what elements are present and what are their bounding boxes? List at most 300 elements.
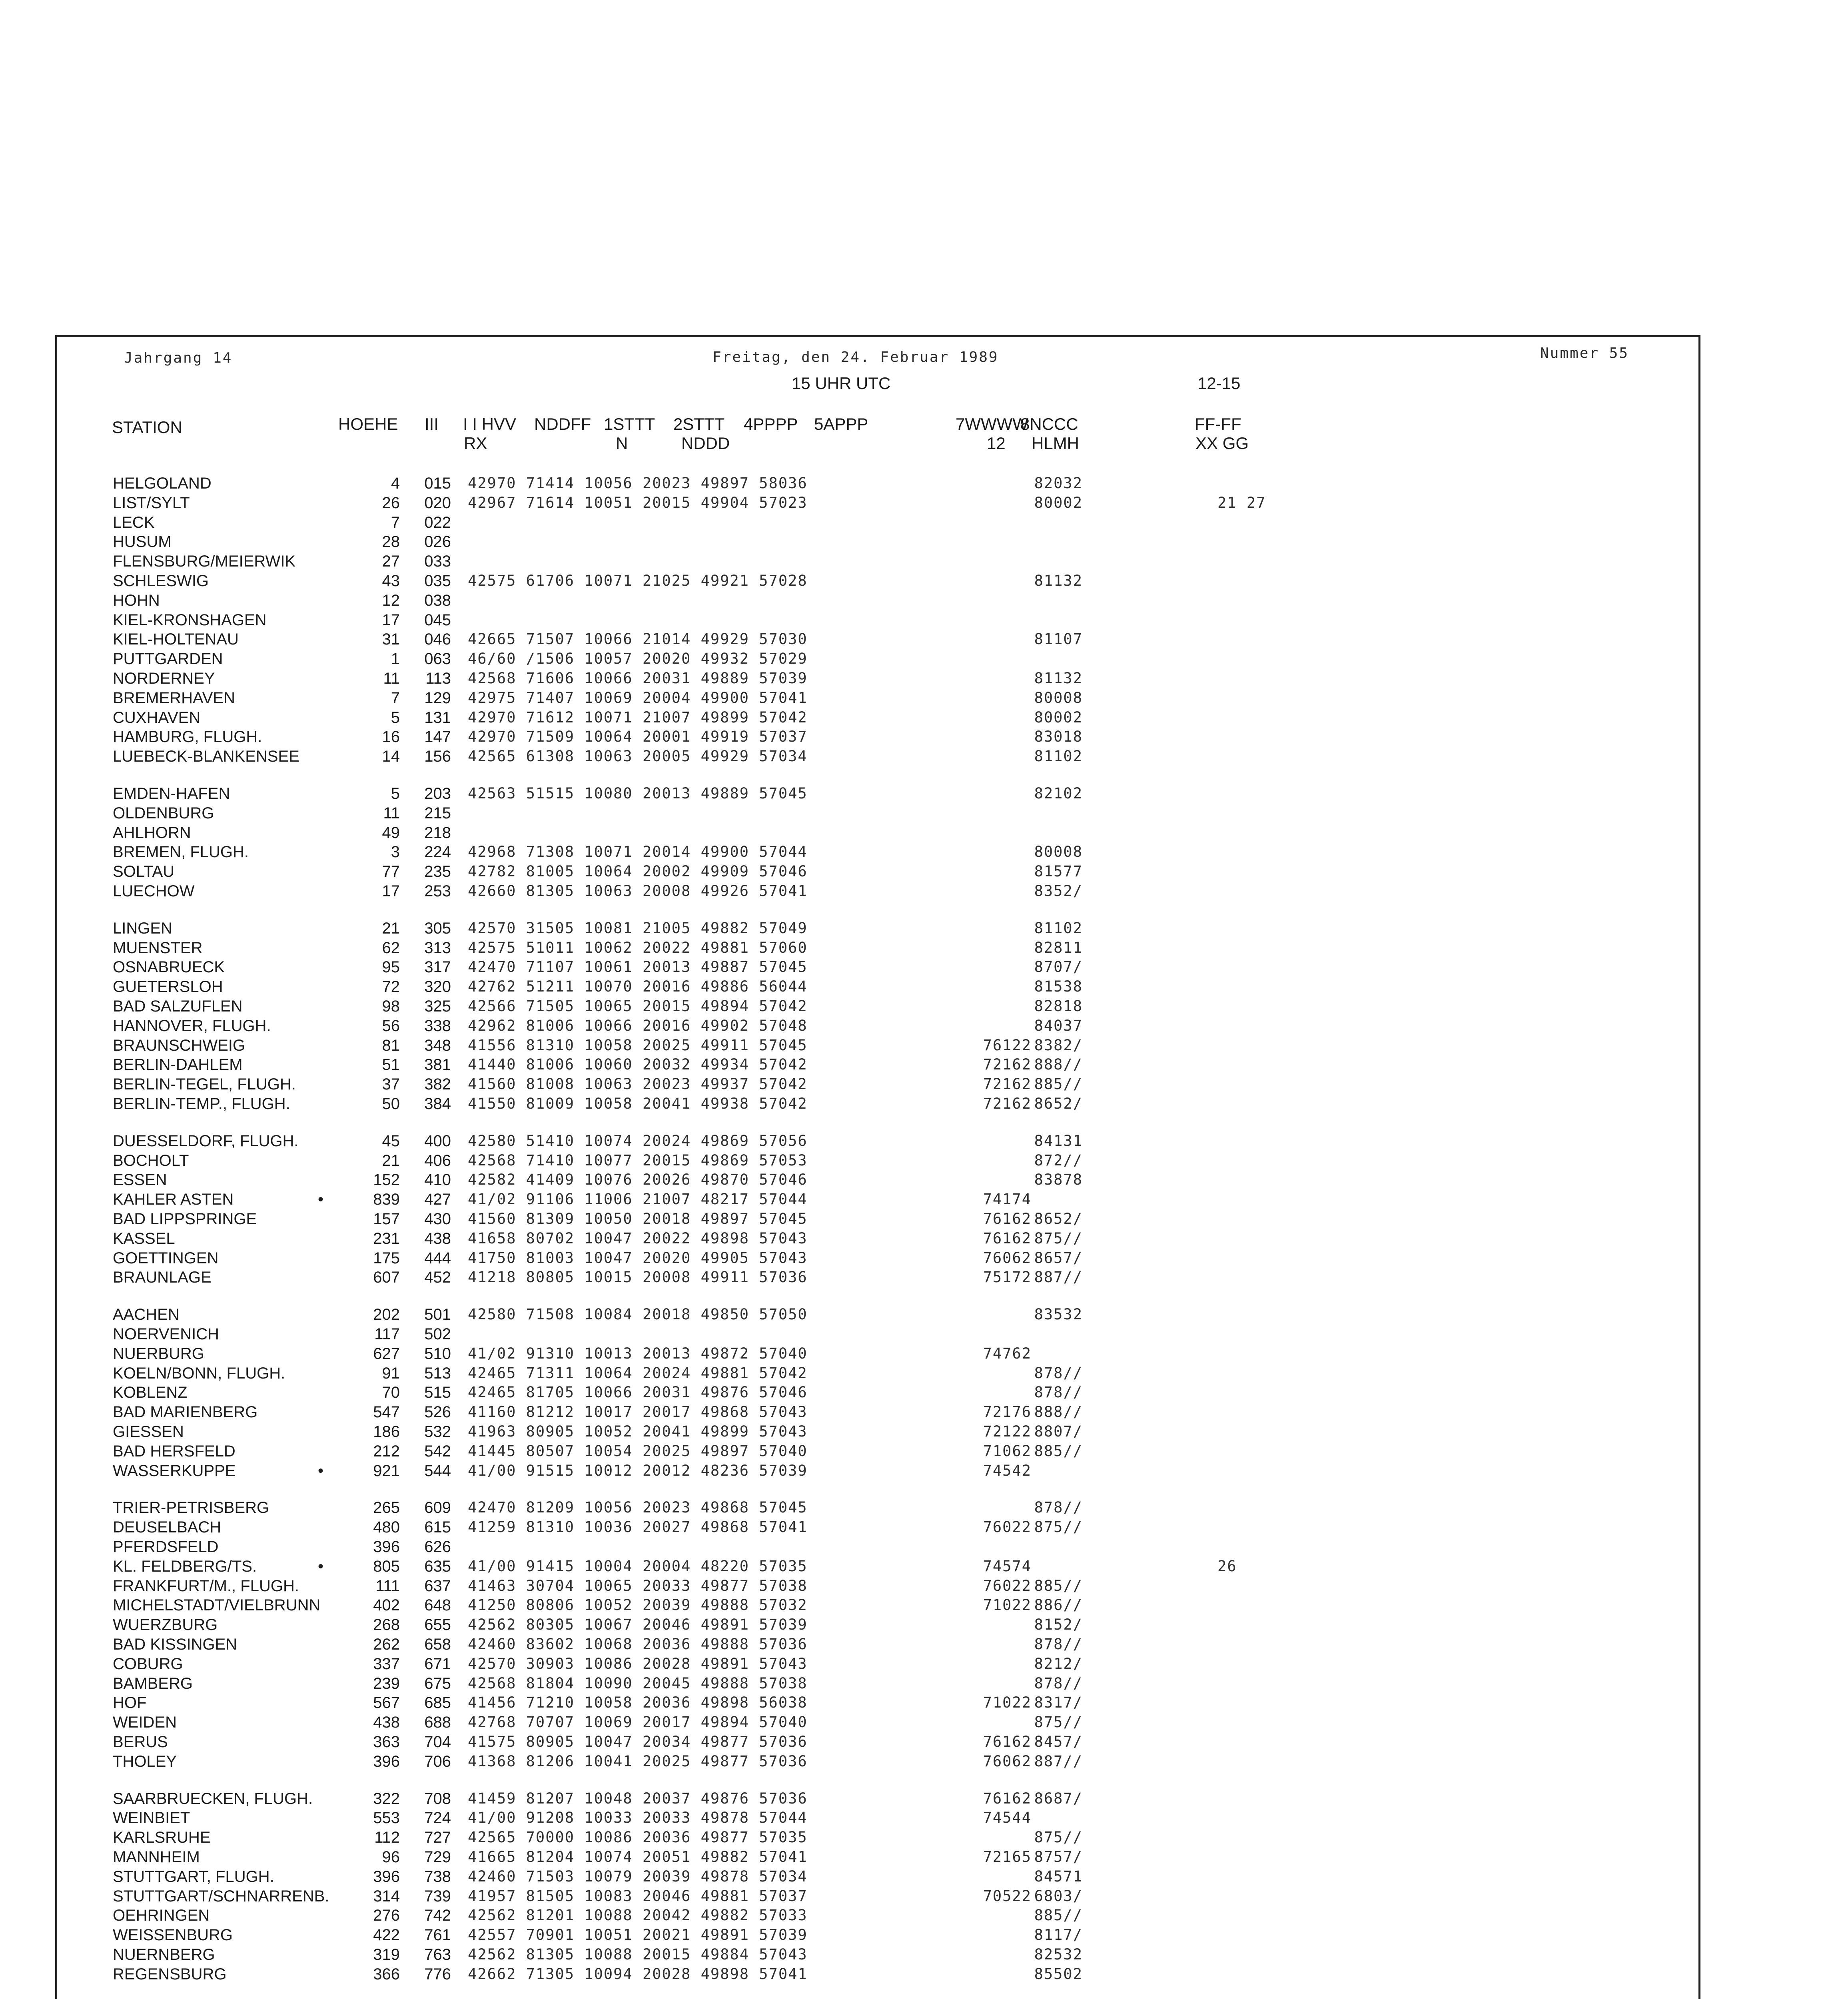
cloud-group: 80002: [1034, 494, 1083, 511]
cloud-group: 888//: [1034, 1403, 1083, 1420]
station-elevation: 14: [382, 748, 400, 765]
station-id: 675: [424, 1675, 451, 1692]
col-xx-gg: XX GG: [1195, 434, 1249, 453]
cloud-group: 81577: [1034, 863, 1083, 880]
station-id: 763: [424, 1946, 451, 1963]
station-name: PFERDSFELD: [113, 1538, 219, 1556]
weather-group: 71062: [983, 1442, 1032, 1460]
station-id: 384: [424, 1095, 451, 1113]
table-row: [0, 977, 1848, 996]
cloud-group: 8317/: [1034, 1694, 1083, 1711]
table-row: [0, 1075, 1848, 1094]
cloud-group: 888//: [1034, 1056, 1083, 1073]
table-row: [0, 1693, 1848, 1712]
station-elevation: 21: [382, 920, 400, 937]
table-row: [0, 997, 1848, 1016]
table-row: [0, 1596, 1848, 1615]
station-elevation: 45: [382, 1132, 400, 1150]
station-elevation: 202: [373, 1306, 400, 1323]
cloud-group: 8807/: [1034, 1423, 1083, 1440]
station-elevation: 314: [373, 1887, 400, 1905]
station-elevation: 51: [382, 1056, 400, 1073]
station-id: 113: [425, 670, 451, 687]
station-id: 648: [424, 1596, 451, 1614]
cloud-group: 8652/: [1034, 1210, 1083, 1227]
cloud-group: 885//: [1034, 1577, 1083, 1594]
station-name: BREMEN, FLUGH.: [113, 843, 249, 861]
station-elevation: 11: [383, 670, 400, 687]
table-row: [0, 1229, 1848, 1248]
station-name: REGENSBURG: [113, 1965, 227, 1983]
table-row: [0, 1364, 1848, 1383]
station-id: 609: [424, 1499, 451, 1516]
station-name: BAD LIPPSPRINGE: [113, 1210, 257, 1228]
station-elevation: 37: [382, 1075, 400, 1093]
observation-groups: 41963 80905 10052 20041 49899 57043: [468, 1423, 808, 1440]
table-row: [0, 1151, 1848, 1170]
observation-groups: 42565 61308 10063 20005 49929 57034: [468, 748, 808, 765]
table-row: [0, 1887, 1848, 1906]
station-id: 129: [424, 689, 451, 707]
observation-groups: 42557 70901 10051 20021 49891 57039: [468, 1926, 808, 1943]
station-elevation: 43: [382, 572, 400, 590]
table-row: [0, 474, 1848, 493]
weather-group: 74762: [983, 1345, 1032, 1362]
station-id: 045: [424, 611, 451, 629]
col-12: 12: [987, 434, 1006, 453]
col-4pppp: 4PPPP: [744, 415, 798, 433]
table-row: [0, 1557, 1848, 1576]
col-nddff: NDDFF: [534, 415, 591, 433]
observation-groups: 42580 51410 10074 20024 49869 57056: [468, 1132, 808, 1149]
observation-groups: 42460 83602 10068 20036 49888 57036: [468, 1636, 808, 1653]
station-id: 727: [424, 1829, 451, 1846]
station-name: DUESSELDORF, FLUGH.: [113, 1132, 299, 1150]
station-elevation: 56: [382, 1017, 400, 1035]
weather-group: 75172: [983, 1269, 1032, 1286]
table-row: [0, 1789, 1848, 1808]
table-row: [0, 1170, 1848, 1189]
station-name: KIEL-HOLTENAU: [113, 630, 239, 648]
observation-groups: 42975 71407 10069 20004 49900 57041: [468, 689, 808, 706]
observation-groups: 42665 71507 10066 21014 49929 57030: [468, 630, 808, 648]
observation-groups: 42568 71606 10066 20031 49889 57039: [468, 670, 808, 687]
station-elevation: 627: [373, 1345, 400, 1363]
station-id: 224: [424, 843, 451, 861]
station-elevation: 337: [373, 1655, 400, 1673]
station-id: 381: [424, 1056, 451, 1073]
station-elevation: 7: [391, 689, 400, 707]
station-elevation: 11: [383, 804, 400, 822]
station-id: 637: [424, 1577, 451, 1595]
station-elevation: 21: [382, 1152, 400, 1169]
station-id: 688: [424, 1714, 451, 1731]
station-id: 406: [424, 1152, 451, 1169]
table-row: [0, 1867, 1848, 1886]
station-name: GUETERSLOH: [113, 978, 223, 996]
station-name: COBURG: [113, 1655, 183, 1673]
station-id: 203: [424, 785, 451, 802]
station-name: OEHRINGEN: [113, 1907, 210, 1924]
station-name: LUEBECK-BLANKENSEE: [113, 748, 299, 765]
observation-groups: 41/00 91415 10004 20004 48220 57035: [468, 1558, 808, 1575]
station-name: BAMBERG: [113, 1675, 193, 1692]
period-label: 12-15: [1197, 374, 1241, 393]
station-elevation: 276: [373, 1907, 400, 1924]
station-name: FLENSBURG/MEIERWIK: [113, 553, 296, 570]
cloud-group: 878//: [1034, 1636, 1083, 1653]
cloud-group: 887//: [1034, 1753, 1083, 1770]
station-name: BERLIN-DAHLEM: [113, 1056, 243, 1073]
observation-groups: 42565 70000 10086 20036 49877 57035: [468, 1829, 808, 1846]
station-name: BREMERHAVEN: [113, 689, 235, 707]
station-id: 313: [424, 939, 451, 957]
observation-groups: 41750 81003 10047 20020 49905 57043: [468, 1249, 808, 1267]
station-elevation: 157: [373, 1210, 400, 1228]
observation-groups: 42968 71308 10071 20014 49900 57044: [468, 843, 808, 860]
station-name: SOLTAU: [113, 863, 175, 880]
station-name: GIESSEN: [113, 1423, 184, 1440]
station-id: 776: [424, 1965, 451, 1983]
cloud-group: 81132: [1034, 572, 1083, 589]
observation-groups: 42470 71107 10061 20013 49887 57045: [468, 958, 808, 976]
station-elevation: 5: [391, 785, 400, 802]
table-row: [0, 1537, 1848, 1556]
station-name: THOLEY: [113, 1753, 177, 1770]
observation-groups: 42570 31505 10081 21005 49882 57049: [468, 920, 808, 937]
observation-groups: 42970 71414 10056 20023 49897 58036: [468, 475, 808, 492]
cloud-group: 8657/: [1034, 1249, 1083, 1267]
table-row: [0, 1906, 1848, 1925]
weather-group: 76162: [983, 1790, 1032, 1807]
mountain-station-marker: •: [318, 1191, 324, 1208]
observation-groups: 42460 71503 10079 20039 49878 57034: [468, 1868, 808, 1885]
col-8nccc: 8NCCC: [1020, 415, 1078, 433]
station-elevation: 422: [373, 1926, 400, 1944]
station-name: ESSEN: [113, 1171, 167, 1189]
station-name: STUTTGART/SCHNARRENB.: [113, 1887, 329, 1905]
station-elevation: 1: [391, 650, 400, 668]
station-elevation: 17: [382, 611, 400, 629]
cloud-group: 82532: [1034, 1946, 1083, 1963]
cloud-group: 8352/: [1034, 882, 1083, 900]
station-elevation: 152: [373, 1171, 400, 1189]
observation-groups: 42762 51211 10070 20016 49886 56044: [468, 978, 808, 995]
station-elevation: 70: [382, 1384, 400, 1401]
observation-groups: 42768 70707 10069 20017 49894 57040: [468, 1714, 808, 1731]
station-name: HOF: [113, 1694, 147, 1712]
cloud-group: 82032: [1034, 475, 1083, 492]
table-row: [0, 919, 1848, 938]
station-name: NUERNBERG: [113, 1946, 215, 1963]
station-id: 626: [424, 1538, 451, 1556]
table-row: [0, 1249, 1848, 1268]
station-name: HUSUM: [113, 533, 172, 551]
cloud-group: 84131: [1034, 1132, 1083, 1149]
station-id: 022: [424, 514, 451, 531]
observation-groups: 41560 81309 10050 20018 49897 57045: [468, 1210, 808, 1227]
observation-groups: 41456 71210 10058 20036 49898 56038: [468, 1694, 808, 1711]
station-id: 739: [424, 1887, 451, 1905]
station-name: AHLHORN: [113, 824, 191, 842]
station-elevation: 16: [382, 728, 400, 746]
cloud-group: 8152/: [1034, 1616, 1083, 1633]
weather-group: 76162: [983, 1230, 1032, 1247]
cloud-group: 6803/: [1034, 1887, 1083, 1905]
station-name: MICHELSTADT/VIELBRUNN: [113, 1596, 321, 1614]
table-row: [0, 1442, 1848, 1461]
table-row: [0, 958, 1848, 977]
station-elevation: 175: [373, 1249, 400, 1267]
station-id: 338: [424, 1017, 451, 1035]
table-row: [0, 1055, 1848, 1074]
observation-groups: 42575 61706 10071 21025 49921 57028: [468, 572, 808, 589]
station-id: 020: [424, 494, 451, 512]
station-elevation: 17: [382, 882, 400, 900]
observation-groups: 42563 51515 10080 20013 49889 57045: [468, 785, 808, 802]
station-elevation: 265: [373, 1499, 400, 1516]
observation-groups: 42970 71509 10064 20001 49919 57037: [468, 728, 808, 745]
station-name: LECK: [113, 514, 155, 531]
station-id: 438: [424, 1230, 451, 1247]
weather-group: 76162: [983, 1733, 1032, 1750]
station-elevation: 3: [391, 843, 400, 861]
col-rx: RX: [464, 434, 487, 453]
station-id: 724: [424, 1809, 451, 1827]
cloud-group: 878//: [1034, 1499, 1083, 1516]
cloud-group: 8652/: [1034, 1095, 1083, 1112]
table-row: [0, 804, 1848, 823]
station-name: BRAUNLAGE: [113, 1269, 212, 1286]
station-id: 761: [424, 1926, 451, 1944]
col-n: N: [616, 434, 628, 453]
station-name: STUTTGART, FLUGH.: [113, 1868, 274, 1885]
cloud-group: 81102: [1034, 920, 1083, 937]
cloud-group: 885//: [1034, 1075, 1083, 1093]
station-elevation: 438: [373, 1714, 400, 1731]
table-row: [0, 1344, 1848, 1363]
observation-groups: 42465 71311 10064 20024 49881 57042: [468, 1365, 808, 1382]
station-name: LIST/SYLT: [113, 494, 190, 512]
table-row: [0, 1945, 1848, 1964]
table-row: [0, 1036, 1848, 1055]
station-id: 658: [424, 1636, 451, 1653]
station-name: BAD HERSFELD: [113, 1442, 235, 1460]
table-row: [0, 1635, 1848, 1654]
observation-groups: 41658 80702 10047 20022 49898 57043: [468, 1230, 808, 1247]
cloud-group: 85502: [1034, 1965, 1083, 1983]
station-id: 218: [424, 824, 451, 842]
station-id: 685: [424, 1694, 451, 1712]
station-elevation: 31: [382, 630, 400, 648]
cloud-group: 875//: [1034, 1518, 1083, 1536]
station-elevation: 91: [382, 1365, 400, 1382]
station-id: 410: [424, 1171, 451, 1189]
table-row: [0, 784, 1848, 803]
station-id: 382: [424, 1075, 451, 1093]
station-name: MUENSTER: [113, 939, 203, 957]
station-id: 156: [424, 748, 451, 765]
station-elevation: 319: [373, 1946, 400, 1963]
table-row: [0, 862, 1848, 881]
table-row: [0, 1674, 1848, 1693]
table-row: [0, 1732, 1848, 1752]
observation-groups: 42470 81209 10056 20023 49868 57045: [468, 1499, 808, 1516]
station-name: KOBLENZ: [113, 1384, 188, 1401]
table-row: [0, 842, 1848, 862]
table-row: [0, 1131, 1848, 1151]
cloud-group: 886//: [1034, 1596, 1083, 1614]
cloud-group: 81538: [1034, 978, 1083, 995]
col-nddd: NDDD: [681, 434, 730, 453]
station-elevation: 49: [382, 824, 400, 842]
cloud-group: 80008: [1034, 843, 1083, 860]
station-elevation: 480: [373, 1518, 400, 1536]
station-elevation: 98: [382, 998, 400, 1015]
station-id: 038: [424, 592, 451, 609]
weather-group: 76122: [983, 1037, 1032, 1054]
weather-group: 72162: [983, 1075, 1032, 1093]
station-name: AACHEN: [113, 1306, 180, 1323]
station-elevation: 26: [382, 494, 400, 512]
observation-groups: 41459 81207 10048 20037 49876 57036: [468, 1790, 808, 1807]
station-elevation: 231: [373, 1230, 400, 1247]
station-name: WEINBIET: [113, 1809, 190, 1827]
table-row: [0, 1654, 1848, 1674]
station-name: CUXHAVEN: [113, 709, 201, 726]
station-elevation: 12: [382, 592, 400, 609]
table-row: [0, 493, 1848, 513]
observation-groups: 42580 71508 10084 20018 49850 57050: [468, 1306, 808, 1323]
table-row: [0, 1828, 1848, 1847]
table-row: [0, 610, 1848, 630]
station-name: EMDEN-HAFEN: [113, 785, 230, 802]
station-id: 671: [424, 1655, 451, 1673]
cloud-group: 81102: [1034, 748, 1083, 765]
observation-groups: 46/60 /1506 10057 20020 49932 57029: [468, 650, 808, 667]
observation-groups: 42568 81804 10090 20045 49888 57038: [468, 1675, 808, 1692]
cloud-group: 8117/: [1034, 1926, 1083, 1943]
table-row: [0, 938, 1848, 958]
weather-group: 70522: [983, 1887, 1032, 1905]
station-name: HELGOLAND: [113, 475, 212, 492]
station-name: WEIDEN: [113, 1714, 177, 1731]
table-row: [0, 1268, 1848, 1287]
station-elevation: 77: [382, 863, 400, 880]
gust-group: 26: [1217, 1558, 1237, 1575]
station-id: 444: [424, 1249, 451, 1267]
weather-group: 72162: [983, 1095, 1032, 1112]
station-name: BAD MARIENBERG: [113, 1403, 258, 1421]
station-name: SAARBRUECKEN, FLUGH.: [113, 1790, 313, 1807]
table-row: [0, 882, 1848, 901]
station-name: OLDENBURG: [113, 804, 214, 822]
station-id: 317: [424, 958, 451, 976]
observation-groups: 42662 71305 10094 20028 49898 57041: [468, 1965, 808, 1983]
observation-groups: 41560 81008 10063 20023 49937 57042: [468, 1075, 808, 1093]
station-name: HANNOVER, FLUGH.: [113, 1017, 271, 1035]
station-elevation: 839: [373, 1191, 400, 1208]
cloud-group: 8757/: [1034, 1848, 1083, 1865]
observation-groups: 42562 81201 10088 20042 49882 57033: [468, 1907, 808, 1924]
station-name: LINGEN: [113, 920, 172, 937]
col-station: STATION: [112, 418, 182, 437]
station-name: KOELN/BONN, FLUGH.: [113, 1365, 285, 1382]
observation-groups: 42575 51011 10062 20022 49881 57060: [468, 939, 808, 956]
weather-group: 71022: [983, 1694, 1032, 1711]
station-id: 635: [424, 1558, 451, 1575]
table-row: [0, 669, 1848, 688]
station-elevation: 262: [373, 1636, 400, 1653]
station-id: 704: [424, 1733, 451, 1751]
observation-groups: 42566 71505 10065 20015 49894 57042: [468, 998, 808, 1015]
station-name: SCHLESWIG: [113, 572, 209, 590]
col-2sttt: 2STTT: [673, 415, 725, 433]
cloud-group: 83532: [1034, 1306, 1083, 1323]
table-row: [0, 1016, 1848, 1035]
cloud-group: 82818: [1034, 998, 1083, 1015]
observation-groups: 41445 80507 10054 20025 49897 57040: [468, 1442, 808, 1460]
weather-group: 76062: [983, 1753, 1032, 1770]
station-elevation: 186: [373, 1423, 400, 1440]
table-row: [0, 1925, 1848, 1945]
station-id: 015: [424, 475, 451, 492]
table-row: [0, 688, 1848, 708]
station-id: 501: [424, 1306, 451, 1323]
cloud-group: 887//: [1034, 1269, 1083, 1286]
station-id: 325: [424, 998, 451, 1015]
station-elevation: 396: [373, 1753, 400, 1770]
station-name: WASSERKUPPE: [113, 1462, 236, 1480]
station-id: 655: [424, 1616, 451, 1634]
observation-groups: 41550 81009 10058 20041 49938 57042: [468, 1095, 808, 1112]
weather-group: 76162: [983, 1210, 1032, 1227]
station-elevation: 117: [374, 1325, 400, 1343]
table-row: [0, 630, 1848, 649]
cloud-group: 8212/: [1034, 1655, 1083, 1672]
weather-group: 74574: [983, 1558, 1032, 1575]
gust-group: 21 27: [1217, 494, 1266, 511]
col-hlmh: HLMH: [1032, 434, 1080, 453]
station-id: 430: [424, 1210, 451, 1228]
observation-groups: 42570 30903 10086 20028 49891 57043: [468, 1655, 808, 1672]
table-row: [0, 1713, 1848, 1732]
station-id: 215: [424, 804, 451, 822]
observation-groups: 41218 80805 10015 20008 49911 57036: [468, 1269, 808, 1286]
station-id: 526: [424, 1403, 451, 1421]
table-row: [0, 1325, 1848, 1344]
station-id: 147: [424, 728, 451, 746]
table-row: [0, 747, 1848, 766]
table-row: [0, 727, 1848, 746]
station-elevation: 553: [373, 1809, 400, 1827]
table-row: [0, 552, 1848, 571]
station-name: KARLSRUHE: [113, 1829, 211, 1846]
cloud-group: 8707/: [1034, 958, 1083, 976]
station-elevation: 239: [373, 1675, 400, 1692]
station-name: WEISSENBURG: [113, 1926, 233, 1944]
station-elevation: 402: [373, 1596, 400, 1614]
station-elevation: 322: [373, 1790, 400, 1807]
cloud-group: 885//: [1034, 1442, 1083, 1460]
station-elevation: 81: [382, 1037, 400, 1054]
observation-groups: 41/02 91106 11006 21007 48217 57044: [468, 1191, 808, 1208]
cloud-group: 81107: [1034, 630, 1083, 648]
station-elevation: 547: [373, 1403, 400, 1421]
cloud-group: 82811: [1034, 939, 1083, 956]
station-name: BRAUNSCHWEIG: [113, 1037, 245, 1054]
observation-groups: 42970 71612 10071 21007 49899 57042: [468, 709, 808, 726]
